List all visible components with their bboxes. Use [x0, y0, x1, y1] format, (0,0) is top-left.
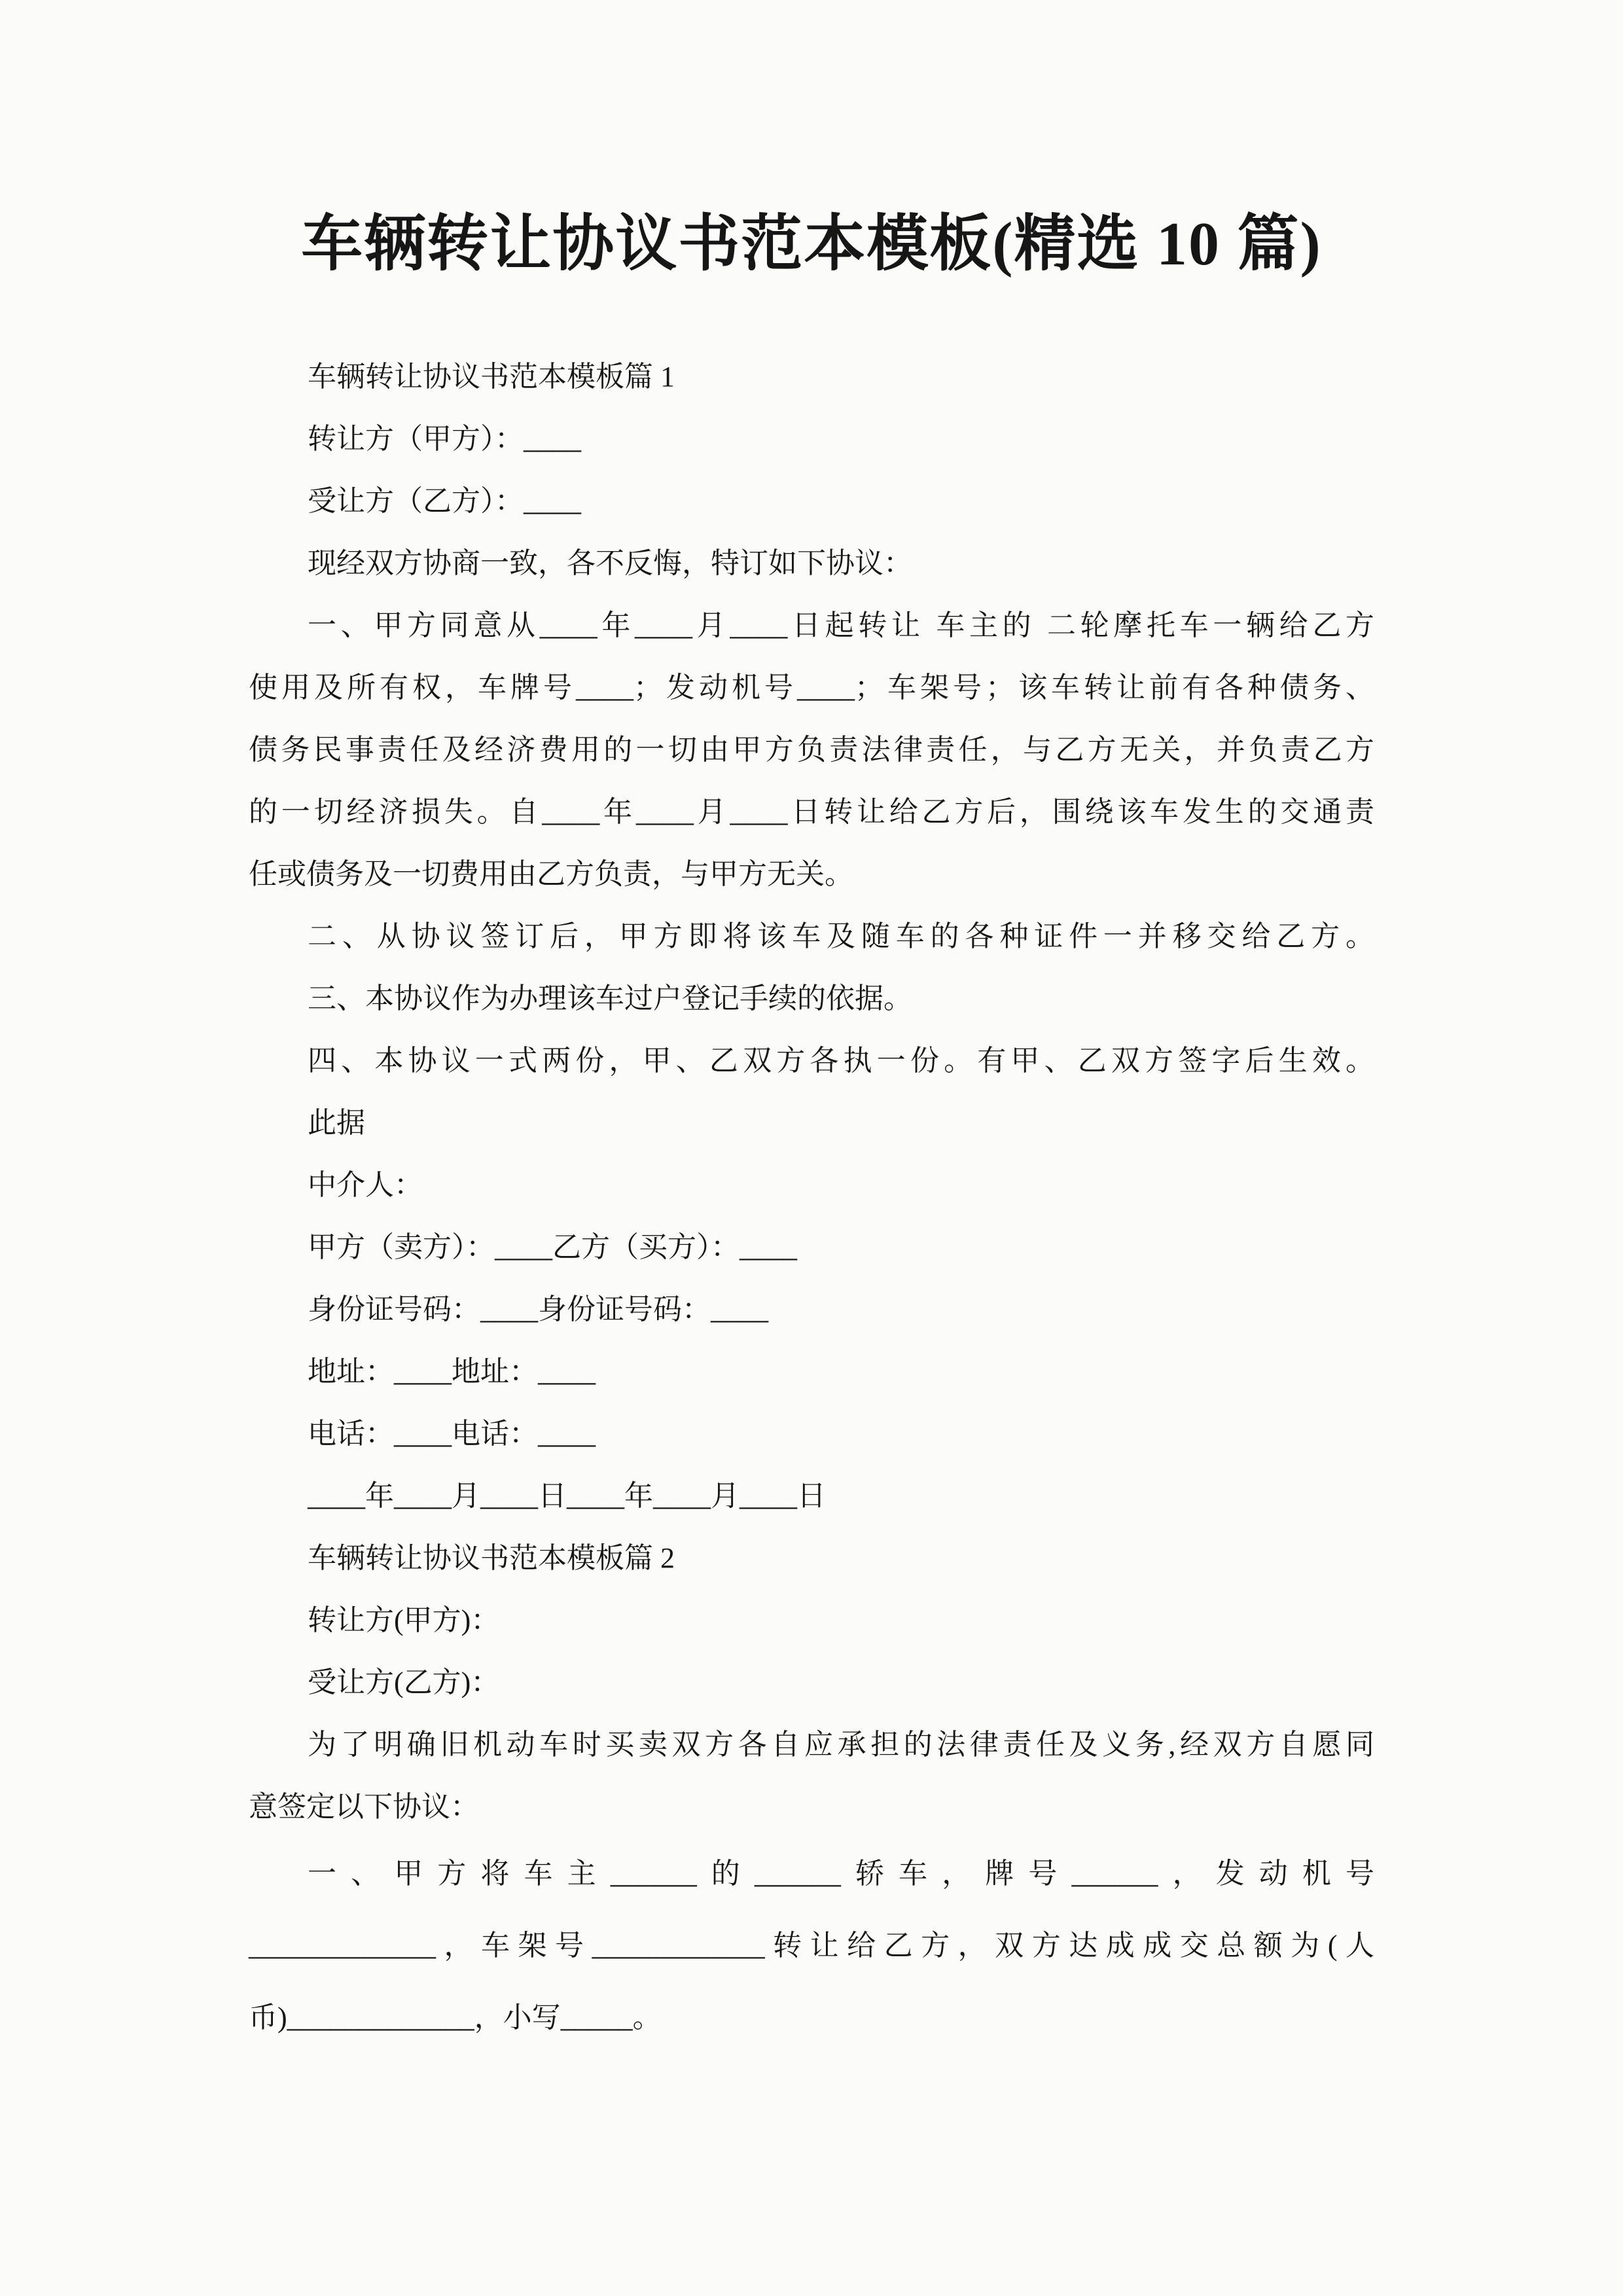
document-line: 受让方（乙方）：____ [308, 485, 581, 517]
document-line: 任或债务及一切费用由乙方负责，与甲方无关。 [249, 858, 853, 890]
document-line: 一、甲方同意从____年____月____日起转让 车主的 二轮摩托车一辆给乙方 [308, 609, 1374, 641]
document-line: 币)_____________，小写_____。 [249, 2001, 662, 2034]
document-line: 电话：____电话：____ [308, 1418, 596, 1450]
document-line: 三、本协议作为办理该车过户登记手续的依据。 [308, 982, 912, 1014]
document-line: 中介人： [308, 1169, 423, 1201]
document-line: 四、本协议一式两份，甲、乙双方各执一份。有甲、乙双方签字后生效。 [308, 1045, 1374, 1077]
document-body [249, 346, 1374, 2054]
document-line: 意签定以下协议： [249, 1791, 479, 1823]
document-line: 车辆转让协议书范本模板篇 2 [308, 1542, 675, 1574]
document-line: 债务民事责任及经济费用的一切由甲方负责法律责任，与乙方无关，并负责乙方 [249, 734, 1374, 766]
document-line: 一、甲方将车主______的______轿车，牌号______，发动机号 [308, 1857, 1374, 1890]
document-line: 二、从协议签订后，甲方即将该车及随车的各种证件一并移交给乙方。 [308, 920, 1374, 952]
document-line: 车辆转让协议书范本模板篇 1 [308, 361, 675, 393]
document-line: 使用及所有权，车牌号____；发动机号____；车架号；该车转让前有各种债务、 [249, 672, 1374, 704]
document-line: ____年____月____日____年____月____日 [308, 1480, 826, 1512]
document-line: 转让方（甲方）：____ [308, 423, 581, 455]
document-line: 此据 [308, 1107, 365, 1139]
document-line: _____________，车架号____________转让给乙方，双方达成成交总额为(人 [249, 1929, 1374, 1962]
document-line: 甲方（卖方）：____乙方（买方）：____ [308, 1231, 797, 1263]
document-line: 受让方(乙方)： [308, 1666, 500, 1698]
document-line: 现经双方协商一致，各不反悔，特订如下协议： [308, 547, 912, 579]
document-line: 的一切经济损失。自____年____月____日转让给乙方后，围绕该车发生的交通责 [249, 796, 1374, 828]
document-line: 身份证号码：____身份证号码：____ [308, 1293, 768, 1325]
document-title: 车辆转让协议书范本模板(精选 10 篇) [301, 210, 1322, 278]
document-line: 转让方(甲方)： [308, 1604, 500, 1636]
document-line: 地址：____地址：____ [308, 1355, 596, 1388]
document-line: 为了明确旧机动车时买卖双方各自应承担的法律责任及义务,经双方自愿同 [308, 1729, 1374, 1761]
